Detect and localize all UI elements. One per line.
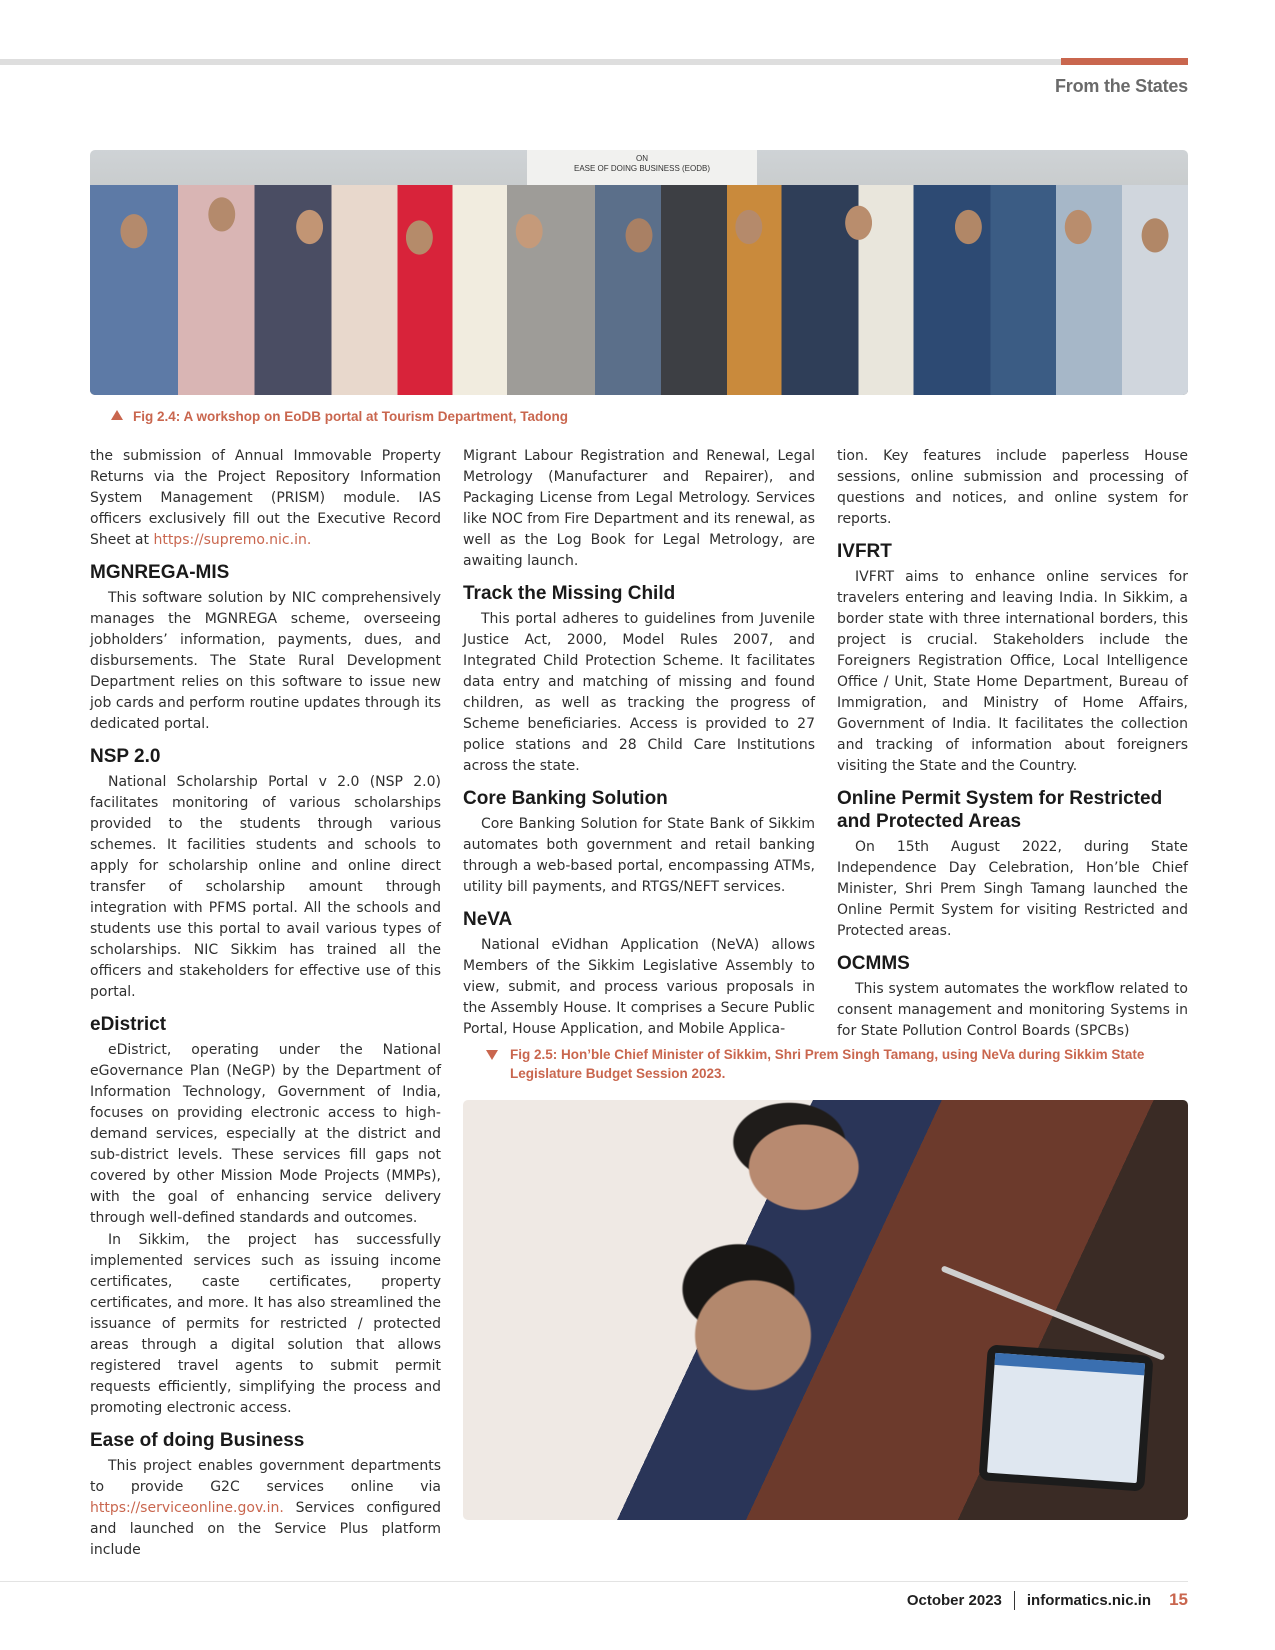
- caption-triangle-up-icon: [111, 410, 123, 420]
- paragraph: This system automates the workflow related to consent management and monitoring Systems in for State Pollution Control Boards (SPCBs): [837, 981, 1188, 1039]
- photo-banner: ON EASE OF DOING BUSINESS (EODB): [527, 150, 757, 192]
- serviceonline-link[interactable]: https://serviceonline.gov.in.: [90, 1500, 284, 1516]
- heading-ocmms: OCMMS: [837, 953, 910, 974]
- paragraph: eDistrict, operating under the National eGovernance Plan (NeGP) by the Department of Information Technology, Government of India, focuses on providing electronic access to high-demand services, especially at the district and sub-district levels. These services fill gaps not covered by other Mission Mode Projects (MMPs), with the goal of enhancing service delivery through well-defined standards and outcomes.: [90, 1042, 441, 1226]
- paragraph: tion. Key features include paperless House sessions, online submission and processing of questions and notices, and online system for reports.: [837, 448, 1188, 527]
- group-of-people: [90, 185, 1188, 395]
- heading-edistrict: eDistrict: [90, 1014, 167, 1035]
- figure-caption-2-4: Fig 2.4: A workshop on EoDB portal at Tourism Department, Tadong: [111, 407, 568, 426]
- tablet-device: [978, 1344, 1153, 1491]
- footer-separator: [1014, 1591, 1015, 1610]
- paragraph: This software solution by NIC comprehensively manages the MGNREGA scheme, overseeing jobholders’ information, payments, dues, and disbursements. The State Rural Development Department relies on this software to issue new job cards and perform routine updates through its dedicated portal.: [90, 590, 441, 732]
- footer-rule: [0, 1581, 1188, 1582]
- figure-caption-2-5: Fig 2.5: Hon’ble Chief Minister of Sikkim, Shri Prem Singh Tamang, using NeVa during Sikkim State Legislature Budget Session 2023.: [486, 1045, 1186, 1083]
- paragraph: National Scholarship Portal v 2.0 (NSP 2.0) facilitates monitoring of various scholarships provided to the students through various schemes. It facilities students and schools to apply for scholarship online and online direct transfer of scholarship amount through integration with PFMS portal. All the schools and students use this portal to avail various types of scholarships. NIC Sikkim has trained all the officers and stakeholders for effective use of this portal.: [90, 774, 441, 1000]
- column-2: [463, 446, 815, 1040]
- heading-neva: NeVA: [463, 909, 513, 930]
- heading-mgnrega: MGNREGA-MIS: [90, 562, 230, 583]
- header-rule: [0, 59, 1188, 65]
- paragraph: On 15th August 2022, during State Independence Day Celebration, Hon’ble Chief Minister, Shri Prem Singh Tamang launched the Online Permit System for visiting Restricted and Protected areas.: [837, 839, 1188, 939]
- heading-core-banking: Core Banking Solution: [463, 788, 668, 809]
- heading-eodb: Ease of doing Business: [90, 1430, 305, 1451]
- workshop-photo: [90, 150, 1188, 395]
- footer-site: informatics.nic.in: [1026, 1591, 1152, 1609]
- neva-photo: [463, 1100, 1188, 1520]
- paragraph: National eVidhan Application (NeVA) allows Members of the Sikkim Legislative Assembly to view, submit, and process various proposals in the Assembly House. It comprises a Secure Public Portal, House Application, and Mobile Applica-: [463, 937, 815, 1037]
- paragraph: In Sikkim, the project has successfully implemented services such as issuing income certificates, caste certificates, property certificates, and more. It has also streamlined the issuance of permits for restricted / protected areas through a digital solution that allows registered travel agents to submit permit requests efficiently, simplifying the process and promoting electronic access.: [90, 1232, 441, 1416]
- page-number: 15: [1169, 1590, 1188, 1609]
- paragraph: This project enables government departments to provide G2C services online via https://serviceonline.gov.in. Services configured and launched on the Service Plus platform include: [90, 1458, 441, 1558]
- heading-missing-child: Track the Missing Child: [463, 583, 676, 604]
- paragraph: Migrant Labour Registration and Renewal, Legal Metrology (Manufacturer and Repairer), and Packaging License from Legal Metrology. Services like NOC from Fire Department and its renewal, as well as the Log Book for Legal Metrology, are awaiting launch.: [463, 448, 815, 569]
- heading-online-permit: Online Permit System for Restricted and Protected Areas: [837, 788, 1163, 832]
- paragraph: IVFRT aims to enhance online services for travelers entering and leaving India. In Sikkim, a border state with three international borders, this project is crucial. Stakeholders include the Foreigners Registration Office, Local Intelligence Office / Unit, State Home Department, Bureau of Immigration, and Ministry of Home Affairs, Government of India. It facilitates the collection and tracking of information about foreigners visiting the State and the Country.: [837, 569, 1188, 774]
- footer: [907, 1590, 1188, 1610]
- header-accent-bar: [1061, 58, 1188, 65]
- paragraph: This portal adheres to guidelines from Juvenile Justice Act, 2000, Model Rules 2007, and Integrated Child Protection Scheme. It facilitates data entry and matching of missing and found children, as well as tracking the progress of Scheme beneficiaries. Access is provided to 27 police stations and 28 Child Care Institutions across the state.: [463, 611, 815, 774]
- supremo-link[interactable]: https://supremo.nic.in.: [153, 532, 312, 548]
- section-label: From the States: [1054, 76, 1188, 96]
- column-3: [837, 446, 1188, 1042]
- paragraph: the submission of Annual Immovable Property Returns via the Project Repository Information System Management (PRISM) module. IAS officers exclusively fill out the Executive Record Sheet at https://supremo.nic.in.: [90, 448, 441, 548]
- footer-date: October 2023: [906, 1591, 1002, 1609]
- column-1: [90, 446, 441, 1561]
- heading-nsp: NSP 2.0: [90, 746, 161, 767]
- microphone: [941, 1265, 1166, 1360]
- caption-triangle-down-icon: [486, 1050, 498, 1060]
- heading-ivfrt: IVFRT: [837, 541, 892, 562]
- paragraph: Core Banking Solution for State Bank of Sikkim automates both government and retail banking through a web-based portal, encompassing ATMs, utility bill payments, and RTGS/NEFT services.: [463, 816, 815, 895]
